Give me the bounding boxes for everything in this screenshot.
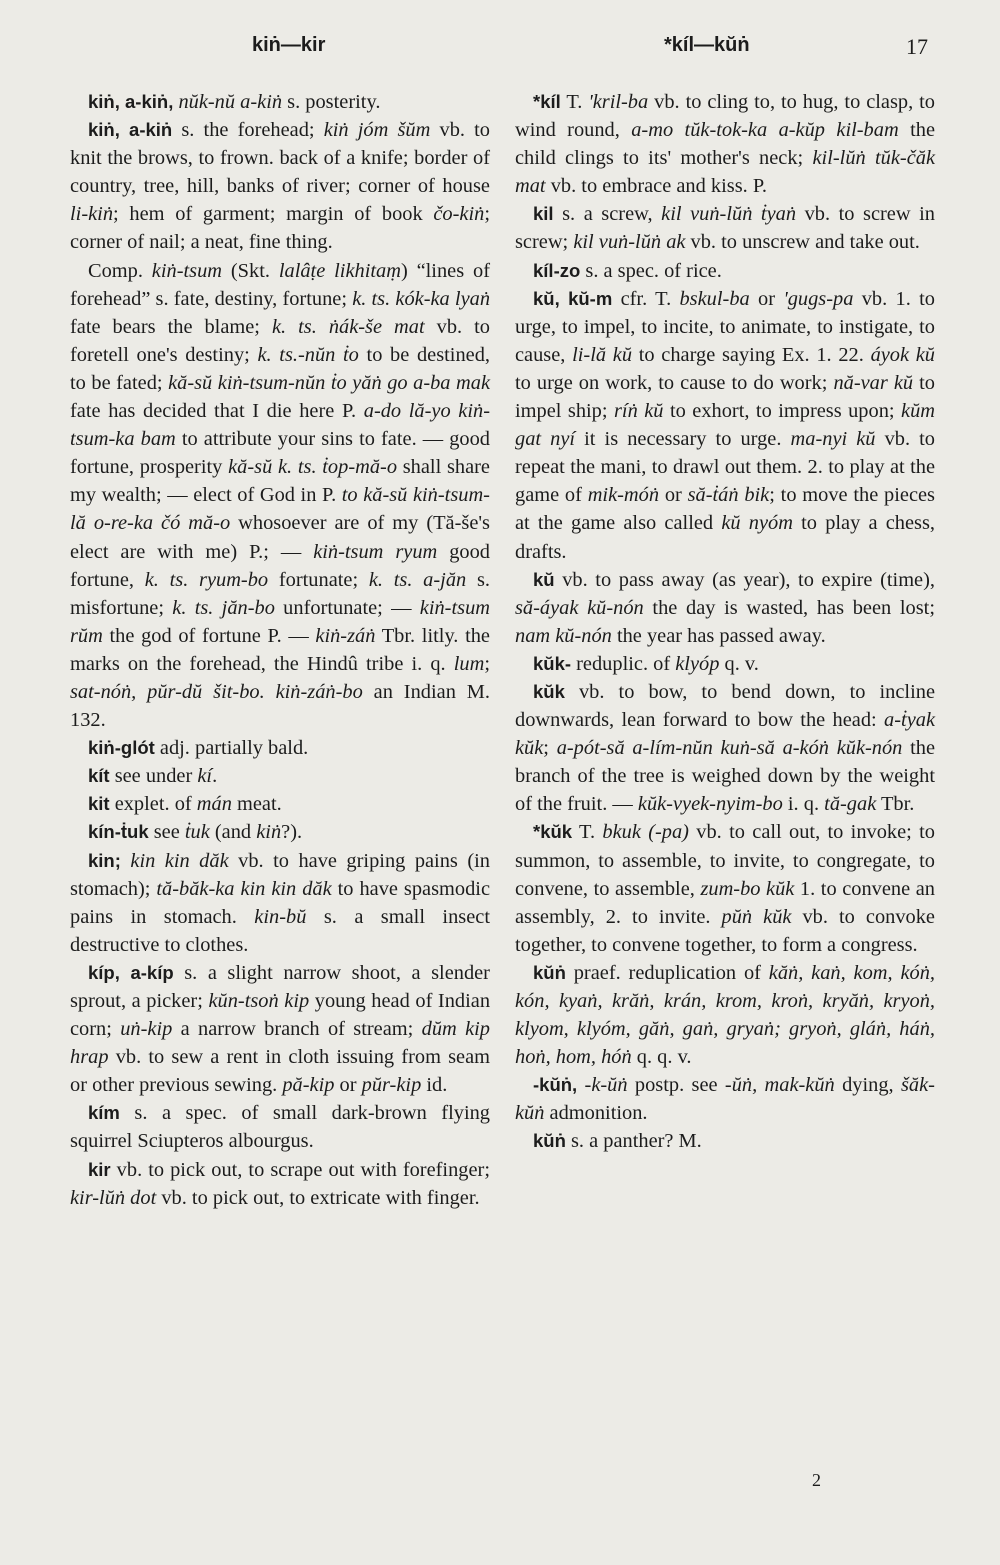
left-running-head: kiṅ—kir [252,34,326,56]
headword: kíl-zo [533,259,581,281]
definition-text: cfr. T. [612,287,680,310]
lepcha-term: kŭm gat nyí [515,400,935,451]
lepcha-term: a-pót-să a-lím-nŭn kuṅ-să a-kóṅ kŭk-nón [556,737,903,760]
definition-text: q. v. [719,652,759,675]
lepcha-term: šăk-kŭṅ [515,1074,935,1125]
definition-text: admonition. [544,1102,648,1125]
lepcha-term: uṅ-kip [120,1018,173,1041]
definition-text: ; to move the pieces at the game also called [515,484,935,535]
lepcha-term: mán [196,793,232,816]
lepcha-term: kiṅ-tsum [151,259,223,282]
headword: kím [88,1102,120,1124]
definition-text: s. posterity. [282,91,381,113]
headword: kiṅ, a-kiṅ, [88,91,174,112]
lepcha-term: lalâṭe likhitaṃ [278,259,401,282]
lepcha-term: 'kril-ba [588,91,649,113]
lepcha-term: mik-móṅ [587,484,660,507]
definition-text: s. a screw, [553,203,662,226]
definition-text: to have spasmodic pains in stomach. [70,877,490,928]
headword: kiṅ, a-kiṅ [88,119,173,141]
dictionary-entry [515,200,935,256]
definition-text: ; [484,652,490,675]
definition-text: young head of Indian corn; [70,990,491,1041]
lepcha-term: ṫuk [184,821,210,844]
lepcha-term: bkuk (-pa) [602,821,689,844]
dictionary-entry [515,650,935,678]
definition-text: T. [572,821,603,844]
lepcha-term: k. ts. kók-ka lyaṅ [352,287,491,310]
lepcha-term: kă-sŭ k. ts. ṫop-mă-o [228,456,398,479]
definition-text: it is necessary to urge. [575,428,791,451]
definition-text: good fortune, [70,540,490,591]
lepcha-term: to kă-sŭ kiṅ-tsum-lă o-re-ka čó mă-o [70,484,490,535]
dictionary-entry [515,818,935,958]
definition-text: vb. to call out, to invoke; to summon, to assemble, to invite, to congregate, to convene, to assemble, [515,821,935,900]
headword: kit [88,793,110,815]
definition-text: Comp. [88,259,152,282]
definition-text: T. [560,91,589,113]
definition-text: fortunate; [268,568,369,591]
definition-text: postp. see [627,1074,725,1097]
lepcha-term: -k-ŭṅ [584,1074,628,1097]
definition-text: s. a spec. of small dark-brown flying squirrel Sciupteros albourgus. [70,1102,490,1153]
dictionary-entry [70,734,490,762]
lepcha-term: dŭm kip hrap [70,1018,490,1069]
signature-mark: 2 [812,1470,821,1490]
headword: kin; [88,849,121,871]
dictionary-entry [515,88,935,200]
definition-text: vb. to screw in screw; [515,203,935,254]
definition-text: s. a spec. of rice. [580,259,722,282]
headword: kín-ṫuk [88,821,149,843]
definition-text: Tbr. litly. the marks on the forehead, the Hindû tribe i. q. [70,624,490,675]
lepcha-term: k. ts. ṅák-še mat [271,315,425,338]
lepcha-term: kil vuṅ-lŭṅ ak [573,231,686,254]
definition-text: vb. to pick out, to extricate with finger. [156,1186,480,1209]
definition-text: to play a chess, drafts. [515,512,936,563]
lepcha-term: kiṅ-tsum rŭm [70,596,490,647]
lepcha-term: lum [453,652,485,675]
definition-text: vb. to repeat the mani, to drawl out them. 2. to play at the game of [515,428,935,507]
lepcha-term: kŭk-vyek-nyim-bo [637,793,783,816]
lepcha-term: pă-kip [282,1074,335,1097]
lepcha-term: nŭk-nŭ a-kiṅ [178,91,283,113]
lepcha-term: să-ṫáṅ bik [687,484,770,507]
headword: kir [88,1158,111,1180]
definition-text: adj. partially bald. [154,737,309,760]
headword: *kŭk [533,821,573,843]
lepcha-term: 'gugs-pa [783,287,854,310]
definition-text: s. a panther? M. [565,1130,702,1153]
lepcha-term: pŭṅ kŭk [721,905,792,928]
lepcha-term: pŭr-kip [361,1074,422,1097]
definition-text: to impel ship; [515,371,935,423]
page-number: 17 [906,34,928,59]
lepcha-term: li-kiṅ [70,203,114,226]
dictionary-entry [515,285,935,566]
definition-text: vb. to have griping pains (in stomach); [70,849,490,900]
headword: kŭṅ [533,961,566,983]
lepcha-term: kí [197,765,213,788]
headword: *kíl [533,91,561,112]
lepcha-term: să-áyak kŭ-nón [515,596,644,619]
definition-text: fate bears the blame; [70,315,272,338]
right-column [515,88,935,1156]
headword: kŭ, kŭ-m [533,287,613,309]
headword: kil [533,203,554,225]
definition-text: fate has decided that I die here P. [70,400,364,423]
definition-text: to urge on work, to cause to do work; [515,371,834,394]
definition-text: to be destined, to be fated; [70,343,490,394]
headword: -kŭṅ, [533,1074,578,1096]
definition-text: 1. to convene an assembly, 2. to invite. [515,877,935,928]
headword: kŭṅ [533,1130,566,1152]
lepcha-term: -ŭṅ, mak-kŭṅ [724,1074,835,1097]
definition-text: ; corner of nail; a neat, fine thing. [70,203,490,254]
lepcha-term: ma-nyi kŭ [790,428,876,451]
lepcha-term: čo-kiṅ [433,203,485,226]
definition-text: meat. [231,793,282,816]
dictionary-entry [70,257,490,735]
definition-text: unfortunate; — [274,596,420,619]
definition-text: whosoever are of my (Tă-še's elect are with me) P.; — [70,512,490,563]
definition-text: or [749,287,784,310]
definition-text: s. a small insect destructive to clothes. [70,905,490,956]
dictionary-entry [70,1099,490,1155]
lepcha-term: nă-var kŭ [833,371,914,394]
headword: kíp, a-kíp [88,961,174,983]
definition-text: vb. 1. to urge, to impel, to incite, to animate, to instigate, to cause, [515,287,935,366]
definition-text: (and [209,821,257,844]
headword: kŭk- [533,652,572,674]
definition-text: vb. to unscrew and take out. [685,231,920,254]
lepcha-term: k. ts. jăn-bo [172,596,275,619]
lepcha-term: áyok kŭ [870,343,936,366]
lepcha-term: klyóp [675,652,720,675]
definition-text: to charge saying Ex. 1. 22. [632,343,871,366]
lepcha-term: ríṅ kŭ [614,400,664,423]
definition-text: vb. to cling to, to hug, to clasp, to wind round, [515,91,936,142]
lepcha-term: kŭ nyóm [721,512,793,535]
lepcha-term: a-ṫyak kŭk [515,709,935,760]
definition-text: vb. to sew a rent in cloth issuing from seam or other previous sewing. [70,1046,490,1097]
definition-text: to exhort, to impress upon; [663,400,902,423]
definition-text: the child clings to its' mother's neck; [515,119,935,170]
definition-text: a narrow branch of stream; [172,1018,422,1041]
definition-text: vb. to foretell one's destiny; [70,315,490,366]
definition-text: the god of fortune P. — [102,624,316,647]
lepcha-term: kir-lŭṅ dot [70,1186,157,1209]
lepcha-term: k. ts. a-jăn [368,568,467,591]
definition-text: ; hem of garment; margin of book [113,203,434,226]
definition-text: an Indian M. 132. [70,680,490,732]
dictionary-entry [70,116,490,256]
dictionary-entry [70,790,490,818]
definition-text: q. q. v. [631,1046,692,1069]
lepcha-term: k. ts. ryum-bo [144,568,269,591]
dictionary-entry [515,678,935,818]
lepcha-term: li-lă kŭ [572,343,633,366]
headword: kiṅ-glót [88,737,155,759]
dictionary-entry [515,257,935,285]
dictionary-entry [70,959,490,1099]
dictionary-entry [515,566,935,650]
definition-text: shall share my wealth; — elect of God in P. [70,456,490,507]
headword: kŭ [533,568,555,590]
right-running-head: *kíl—kŭṅ [664,34,750,56]
lepcha-term: kiṅ jóm šŭm [323,119,431,142]
definition-text: vb. to knit the brows, to frown. back of a knife; border of country, tree, hill, banks of river; corner of house [70,119,490,198]
definition-text: (Skt. [222,259,279,282]
definition-text: ; [543,737,557,760]
definition-text: vb. to convoke together, to convene together, to form a congress. [515,905,935,956]
lepcha-term: sat-nóṅ, pŭr-dŭ šit-bo. kiṅ-záṅ-bo [70,680,363,703]
definition-text: vb. to pick out, to scrape out with forefinger; [110,1158,490,1181]
definition-text: vb. to pass away (as year), to expire (time), [554,568,935,591]
headword: kít [88,765,110,787]
definition-text: see [148,821,185,844]
lepcha-term: kiṅ-tsum ryum [313,540,438,563]
lepcha-term: kiṅ-záṅ [315,624,376,647]
lepcha-term: nam kŭ-nón [515,624,612,647]
dictionary-entry [515,1127,935,1155]
dictionary-entry [515,959,935,1071]
lepcha-term: kil vuṅ-lŭṅ ṫyaṅ [661,203,797,226]
definition-text: vb. to embrace and kiss. P. [545,175,768,198]
lepcha-term: kă-sŭ kiṅ-tsum-nŭn ṫo yăṅ go a-ba mak [168,371,490,394]
definition-text: s. misfortune; [70,568,490,619]
headword: kŭk [533,680,565,702]
definition-text: or [334,1074,362,1097]
definition-text [121,850,131,872]
definition-text: or [659,484,688,507]
dictionary-entry [70,818,490,846]
lepcha-term: k. ts.-nŭn ṫo [257,343,359,366]
definition-text: s. a slight narrow shoot, a slender sprout, a picker; [70,961,490,1012]
definition-text: the day is wasted, has been lost; [643,596,936,619]
lepcha-term: kŭn-tsoṅ kip [208,990,310,1012]
definition-text: ) “lines of forehead” s. fate, destiny, fortune; [70,259,490,310]
definition-text: dying, [834,1074,901,1097]
left-column [70,88,490,1212]
lepcha-term: kin-bŭ [254,905,307,928]
lepcha-term: tă-gak [824,793,877,816]
lepcha-term: zum-bo kŭk [700,877,795,900]
definition-text: praef. reduplication of [565,961,769,984]
definition-text: vb. to bow, to bend down, to incline downwards, lean forward to bow the head: [515,680,935,732]
lepcha-term: kin kin dăk [130,849,229,872]
definition-text: the year has passed away. [611,624,826,647]
definition-text: to attribute your sins to fate. — good fortune, prosperity [70,428,490,479]
running-header [0,34,1000,64]
lepcha-term: a-mo tŭk-tok-ka a-kŭp kil-bam [631,119,899,142]
lepcha-term: kil-lŭṅ tŭk-čăk mat [515,147,936,198]
definition-text: the branch of the tree is weighed down by the weight of the fruit. — [515,737,936,816]
definition-text: . [212,765,218,788]
definition-text: ?). [281,821,303,844]
dictionary-entry [70,762,490,790]
definition-text: i. q. [782,793,825,816]
definition-text: s. the forehead; [172,119,324,142]
lepcha-term: a-do lă-yo kiṅ-tsum-ka bam [70,400,490,451]
definition-text: see under [109,765,198,788]
lepcha-term: tă-băk-ka kin kin dăk [156,877,332,900]
definition-text: Tbr. [876,793,915,816]
definition-text: id. [421,1074,448,1097]
definition-text: explet. of [109,793,197,816]
dictionary-entry [70,1156,490,1212]
lepcha-term: kiṅ [256,821,282,844]
dictionary-entry [70,847,490,959]
definition-text: reduplic. of [571,652,676,675]
lepcha-term: kăṅ, kaṅ, kom, kóṅ, kón, kyaṅ, krăṅ, krán, krom, kroṅ, kryăṅ, kryoṅ, klyom, klyóm, găṅ, gaṅ, gryaṅ; gryoṅ, gláṅ, háṅ, hoṅ, hom, hóṅ [515,961,935,1069]
definition-text [577,1074,584,1096]
dictionary-entry [70,88,490,116]
lepcha-term: bskul-ba [679,287,750,310]
dictionary-entry [515,1071,935,1127]
